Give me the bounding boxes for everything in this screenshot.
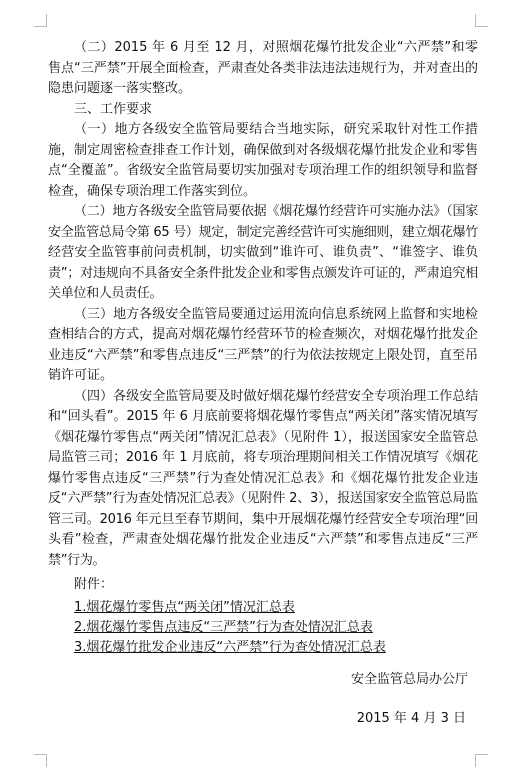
attachment-item xyxy=(74,618,478,638)
paragraph-requirement-1: （一）地方各级安全监管局要结合当地实际，研究采取针对性工作措施，制定周密检查排查工作计划，确保做到对各级烟花爆竹批发企业和零售点“全覆盖”。省级安全监管局要切实加强对专项治理工作的组织领导和监督检查，确保专项治理工作落实到位。 xyxy=(48,122,478,199)
paragraph-requirement-4: （四）各级安全监管局要及时做好烟花爆竹经营安全专项治理工作总结和“回头看”。2015 年 6 月底前要将烟花爆竹零售点“两关闭”落实情况填写《烟花爆竹零售点“两关闭”情况汇总表》（见附件 1），报送国家安全监管总局监管三司；2016 年 1 月底前，将专项治理期间相关工作情况填写《烟花爆竹零售点违反“三严禁”行为查处情况汇总表》和《烟花爆竹批发企业违反“六严禁”行为查处情况汇总表》（见附件 2、3），报送国家安全监管总局监管三司。2016 年元旦至春节期间，集中开展烟花爆竹经营安全专项治理“回头看”检查，严肃查处烟花爆竹批发企业违反“六严禁”和零售点违反“三严禁”行为。 xyxy=(48,388,478,568)
attachment-item xyxy=(74,598,478,618)
issue-date: 2015 年 4 月 3 日 xyxy=(356,711,466,726)
attachment-item xyxy=(74,638,478,658)
paragraph-requirement-2: （二）地方各级安全监管局要依据《烟花爆竹经营许可实施办法》（国家安全监管总局令第 65 号）规定，制定完善经营许可实施细则，建立烟花爆竹经营安全监管事前问责机制，切实做到“谁许可、谁负责”、“谁签字、谁负责”；对违规向不具备安全条件批发企业和零售点颁发许可证的，严肃追究相关单位和人员责任。 xyxy=(48,204,479,301)
document-body xyxy=(48,38,478,658)
paragraph-requirement-3: （三）地方各级安全监管局要通过运用流向信息系统网上监督和实地检查相结合的方式，提高对烟花爆竹经营环节的检查频次，对烟花爆竹批发企业违反“六严禁”和零售点违反“三严禁”的行为依法按规定上限处罚，直至吊销许可证。 xyxy=(48,306,478,383)
page-corner-mark xyxy=(34,754,47,767)
page-corner-mark xyxy=(475,14,488,27)
attachment-link-3[interactable]: 3.烟花爆竹批发企业违反“六严禁”行为查处情况汇总表 xyxy=(74,639,386,655)
attachments-list xyxy=(74,598,478,658)
page-corner-mark xyxy=(475,754,488,767)
paragraph-inspection-period: （二）2015 年 6 月至 12 月，对照烟花爆竹批发企业“六严禁”和零售点“三严禁”开展全面检查，严肃查处各类非法违法违规行为，并对查出的隐患问题逐一落实整改。 xyxy=(48,40,478,96)
issuer-signature: 安全监管总局办公厅 xyxy=(350,672,468,687)
attachment-link-2[interactable]: 2.烟花爆竹零售点违反“三严禁”行为查处情况汇总表 xyxy=(74,619,373,635)
section-heading-requirements: 三、工作要求 xyxy=(74,101,153,117)
page-corner-mark xyxy=(34,14,47,27)
attachments-label: 附件： xyxy=(74,577,114,592)
attachment-link-1[interactable]: 1.烟花爆竹零售点“两关闭”情况汇总表 xyxy=(74,599,295,615)
